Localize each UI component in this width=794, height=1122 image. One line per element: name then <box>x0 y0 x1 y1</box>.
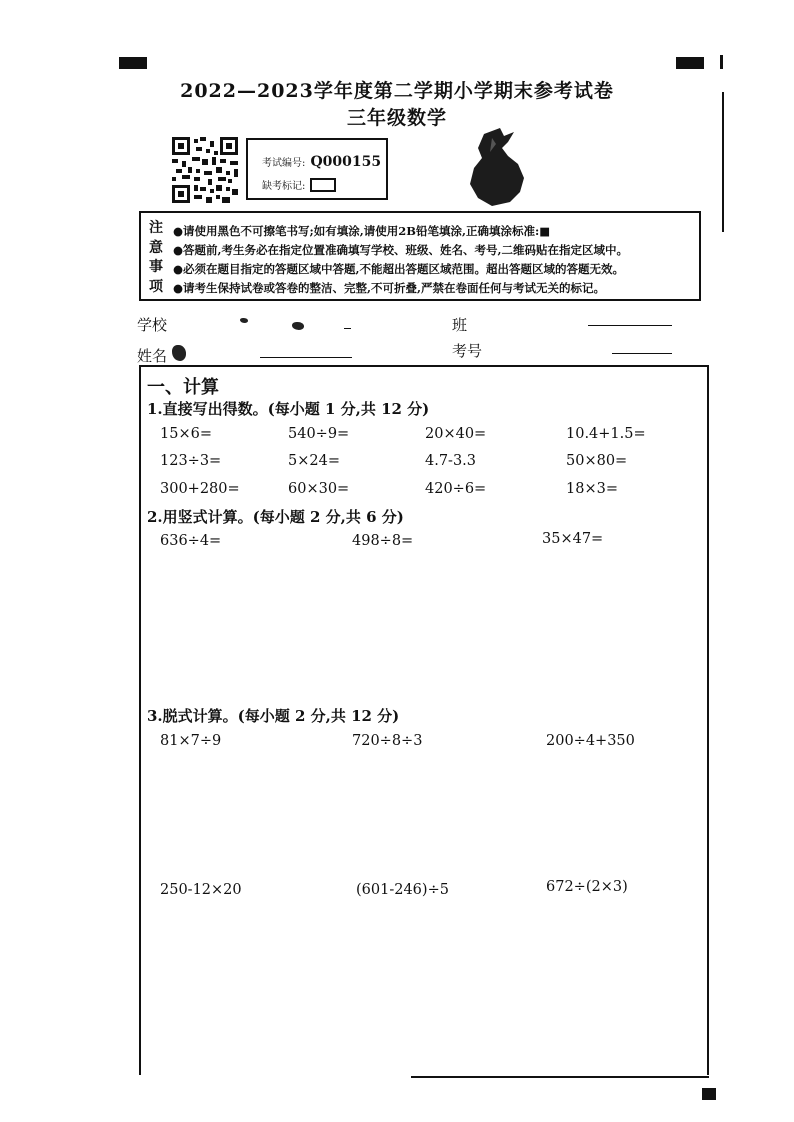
notice-item: ●请考生保持试卷或答卷的整洁、完整,不可折叠,严禁在卷面任何与考试无关的标记。 <box>173 281 606 295</box>
registration-mark-top-left <box>119 57 147 69</box>
notice-item: ●请使用黑色不可擦笔书写;如有填涂,请使用2B铅笔填涂,正确填涂标准:■ <box>173 224 551 238</box>
edge-mark-right <box>720 55 723 69</box>
problem: 60×30= <box>288 481 350 497</box>
problem: 4.7-3.3 <box>425 453 477 469</box>
problem: 636÷4= <box>160 533 222 549</box>
name-label: 姓名 <box>137 347 168 365</box>
exam-subtitle: 三年级数学 <box>346 107 447 129</box>
exam-title: 2022—2023学年度第二学期小学期末参考试卷 <box>180 80 614 102</box>
question-1-heading: 1.直接写出得数。(每小题 1 分,共 12 分) <box>147 400 430 418</box>
absent-mark-checkbox[interactable] <box>310 178 336 192</box>
redaction-smudge <box>240 318 248 323</box>
class-label: 班 <box>452 316 468 334</box>
exam-id-value: Q000155 <box>310 154 382 170</box>
exam-id-box <box>246 138 388 200</box>
notice-item: ●答题前,考生务必在指定位置准确填写学校、班级、姓名、考号,二维码贴在指定区域中。 <box>173 243 629 257</box>
section-bottom-line <box>411 1076 709 1078</box>
section-title: 一、计算 <box>147 377 219 398</box>
problem: 420÷6= <box>425 481 487 497</box>
registration-mark-top-right <box>676 57 704 69</box>
problem: 300+280= <box>160 481 240 497</box>
qr-code-icon <box>172 137 238 203</box>
problem: 18×3= <box>566 481 618 497</box>
problem: 15×6= <box>160 426 212 442</box>
problem: 540÷9= <box>288 426 350 442</box>
absent-mark-label: 缺考标记: <box>262 181 306 192</box>
notice-heading-char: 注 <box>149 220 163 236</box>
problem: 20×40= <box>425 426 487 442</box>
problem: 81×7÷9 <box>160 733 222 749</box>
problem: 498÷8= <box>352 533 414 549</box>
notice-heading-char: 项 <box>149 278 163 295</box>
school-label: 学校 <box>137 316 168 334</box>
redaction-smudge <box>172 345 186 361</box>
name-underline[interactable] <box>260 356 352 358</box>
problem: 720÷8÷3 <box>352 733 423 749</box>
registration-mark-bottom-right <box>702 1088 716 1100</box>
question-2-heading: 2.用竖式计算。(每小题 2 分,共 6 分) <box>147 508 404 526</box>
exam-id-label: 考试编号: <box>262 158 306 169</box>
notice-heading-char: 意 <box>149 239 163 256</box>
problem: 5×24= <box>288 453 340 469</box>
class-underline[interactable] <box>588 324 672 326</box>
problem: 35×47= <box>542 531 604 547</box>
notice-heading <box>149 219 165 297</box>
problem: 250-12×20 <box>160 882 242 898</box>
notice-item: ●必须在题目指定的答题区域中答题,不能超出答题区域范围。超出答题区域的答题无效。 <box>173 262 625 276</box>
number-label: 考号 <box>452 342 483 360</box>
problem: 672÷(2×3) <box>546 879 628 895</box>
ink-blot-redaction <box>462 126 532 208</box>
problem: 123÷3= <box>160 453 222 469</box>
problem: (601-246)÷5 <box>356 882 449 898</box>
question-3-heading: 3.脱式计算。(每小题 2 分,共 12 分) <box>147 707 400 725</box>
problem: 50×80= <box>566 453 628 469</box>
notice-box <box>139 211 701 301</box>
number-underline[interactable] <box>612 352 672 354</box>
problem: 200÷4+350 <box>546 733 635 749</box>
problem: 10.4+1.5= <box>566 426 646 442</box>
notice-heading-char: 事 <box>149 259 163 275</box>
redaction-dash <box>344 328 351 329</box>
redaction-smudge <box>292 322 304 330</box>
